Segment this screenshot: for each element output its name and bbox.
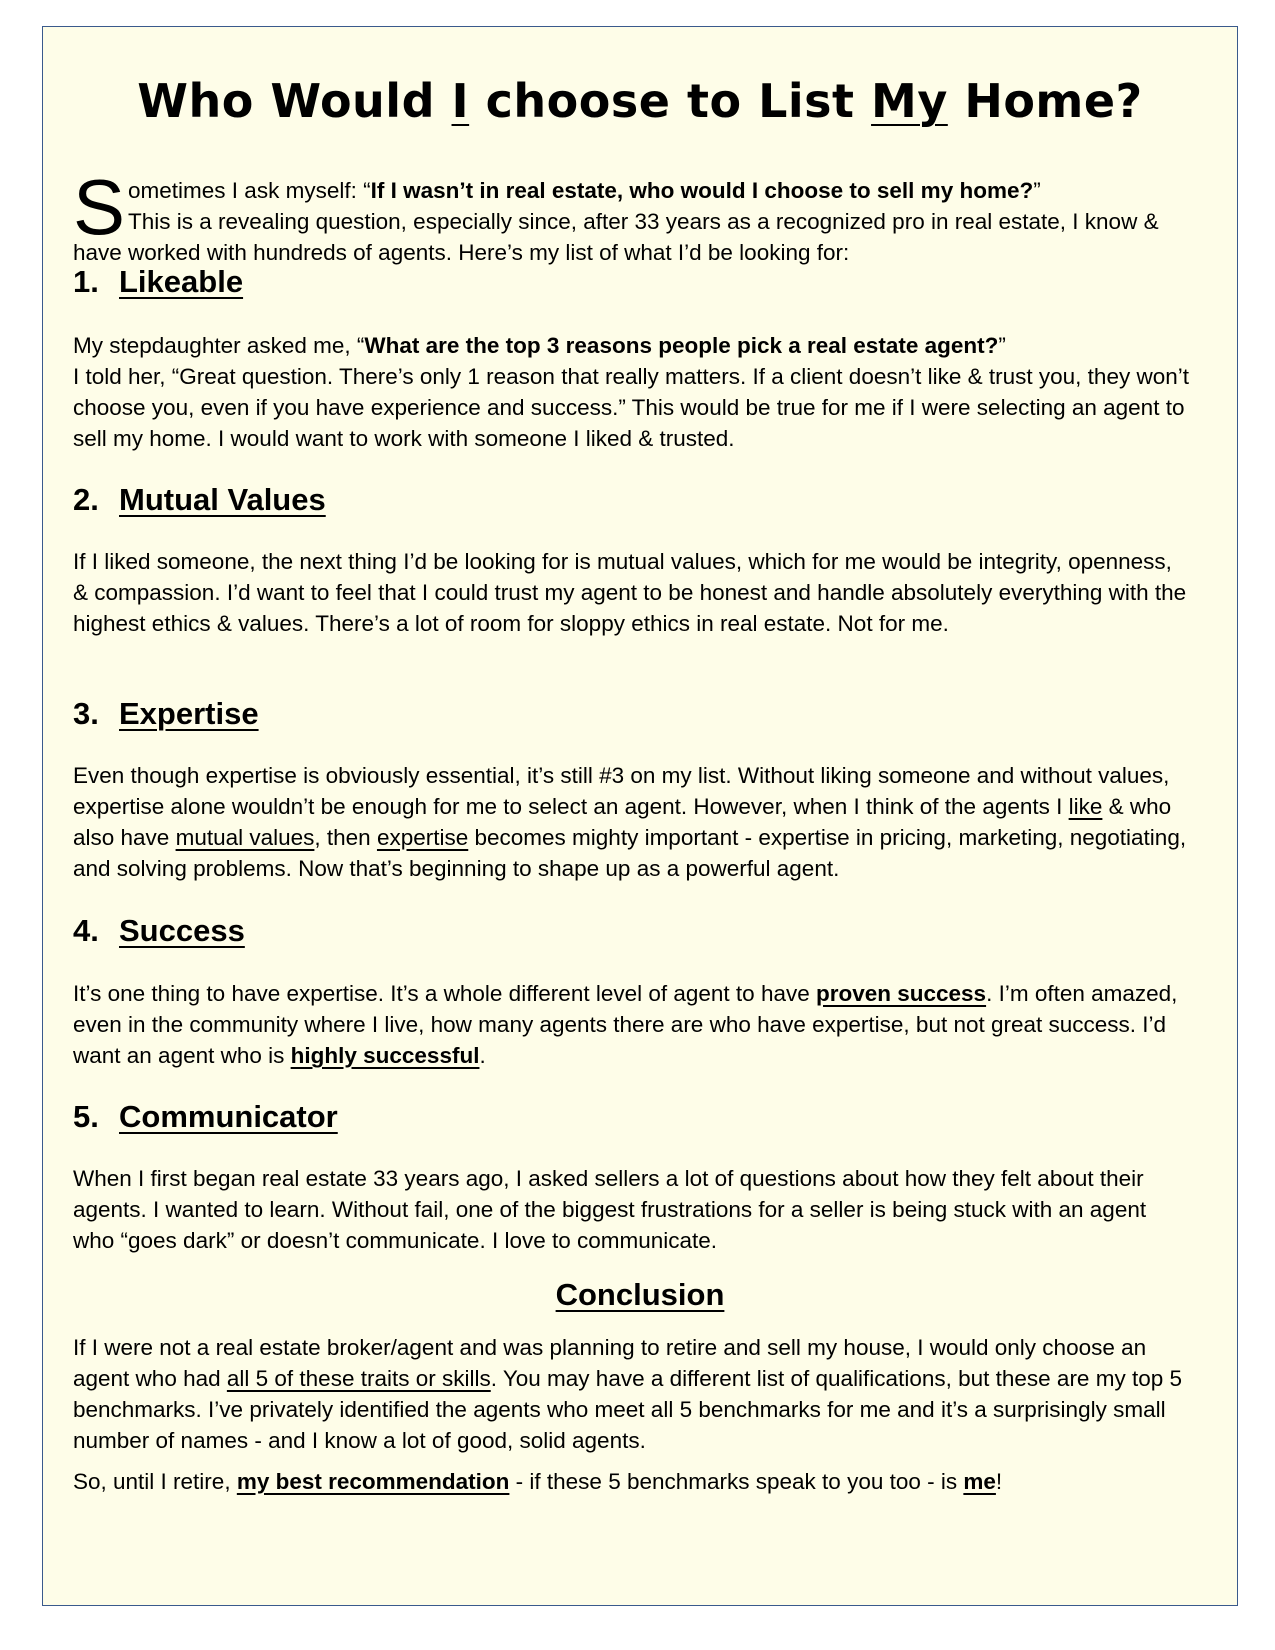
- expertise-underline-expertise: expertise: [376, 825, 469, 850]
- section-number: 1.: [73, 264, 99, 299]
- section-body-communicator: [73, 1163, 1191, 1256]
- conclusion-body: [73, 1332, 1191, 1497]
- section-title: Expertise: [119, 696, 259, 731]
- section-heading-communicator: [73, 1097, 338, 1137]
- likeable-lead: My stepdaughter asked me, “: [73, 333, 365, 358]
- section-title: Likeable: [119, 264, 244, 299]
- section-body-likeable: [73, 330, 1191, 454]
- mutual-values-text: If I liked someone, the next thing I’d be looking for is mutual values, which for me would be integrity, openness, & compassion. I’d want to feel that I could trust my agent to be honest and handle absolutely everything with the highest ethics & values. There’s a lot of room for sloppy ethics in real estate. Not for me.: [73, 549, 1187, 636]
- section-number: 2.: [73, 482, 99, 517]
- communicator-text: When I first began real estate 33 years ago, I asked sellers a lot of questions about how they felt about their agents. I wanted to learn. Without fail, one of the biggest frustrations for a seller is being stuck with an agent who “goes dark” or doesn’t communicate. I love to communicate.: [73, 1166, 1147, 1253]
- success-highly-successful: highly successful: [290, 1043, 480, 1068]
- conclusion-heading: Conclusion: [555, 1277, 725, 1312]
- section-heading-success: [73, 911, 245, 951]
- section-heading-mutual-values: [73, 480, 326, 520]
- conclusion-final-3: !: [995, 1469, 1003, 1494]
- conclusion-underline-traits: all 5 of these traits or skills: [226, 1366, 491, 1391]
- intro-body: This is a revealing question, especially since, after 33 years as a recognized pro in real estate, I know & have worked with hundreds of agents. Here’s my list of what I’d be looking for:: [73, 209, 1159, 265]
- section-body-success: [73, 978, 1191, 1071]
- section-title: Communicator: [119, 1099, 338, 1134]
- success-text-2: . I’m often amazed, even in the community where I live, how many agents there are who have expertise, but not great success. I’d want an agent who is: [73, 981, 1178, 1068]
- likeable-close-quote: ”: [998, 333, 1006, 358]
- page-title: [43, 71, 1237, 131]
- section-number: 5.: [73, 1099, 99, 1134]
- section-body-expertise: [73, 760, 1191, 884]
- title-part-1: Who Would: [137, 74, 452, 128]
- drop-cap: S: [73, 163, 126, 251]
- title-underlined-my: My: [871, 74, 948, 128]
- conclusion-best-recommendation: my best recommendation: [236, 1469, 510, 1494]
- conclusion-text-2: . You may have a different list of qualifications, but these are my top 5 benchmarks. I’ve privately identified the agents who meet all 5 benchmarks for me and it’s a surprisingly small number of names - and I know a lot of good, solid agents.: [73, 1366, 1182, 1453]
- title-underlined-i: I: [451, 74, 470, 128]
- success-proven-success: proven success: [815, 981, 987, 1006]
- expertise-text-2: & who also have: [73, 794, 1172, 850]
- title-part-3: Home?: [947, 74, 1143, 128]
- section-title: Success: [119, 913, 245, 948]
- expertise-underline-mutual-values: mutual values: [175, 825, 315, 850]
- success-text-1: It’s one thing to have expertise. It’s a whole different level of agent to have: [73, 981, 816, 1006]
- expertise-text-4: becomes mighty important - expertise in pricing, marketing, negotiating, and solving problems. Now that’s beginning to shape up as a powerful agent.: [73, 825, 1187, 881]
- section-number: 4.: [73, 913, 99, 948]
- section-number: 3.: [73, 696, 99, 731]
- intro-close-quote: ”: [1033, 178, 1041, 203]
- success-text-3: .: [479, 1043, 486, 1068]
- section-heading-expertise: [73, 694, 259, 734]
- expertise-text-3: , then: [314, 825, 377, 850]
- intro-question: If I wasn’t in real estate, who would I choose to sell my home?: [370, 178, 1034, 203]
- title-part-2: choose to List: [469, 74, 872, 128]
- expertise-underline-like: like: [1068, 794, 1103, 819]
- section-body-mutual-values: [73, 546, 1191, 639]
- section-heading-likeable: [73, 262, 243, 302]
- intro-lead: ometimes I ask myself: “: [128, 178, 371, 203]
- conclusion-text-1: If I were not a real estate broker/agent and was planning to retire and sell my house, I would only choose an agent who had: [73, 1335, 1147, 1391]
- conclusion-me: me: [963, 1469, 996, 1494]
- expertise-text-1: Even though expertise is obviously essential, it’s still #3 on my list. Without liking someone and without values, expertise alone wouldn’t be enough for me to select an agent. However, when I think of the agents I: [73, 763, 1170, 819]
- document-page: [42, 26, 1238, 1606]
- intro-paragraph: [73, 163, 1191, 268]
- conclusion-final-2: - if these 5 benchmarks speak to you too - is: [509, 1469, 964, 1494]
- likeable-answer: I told her, “Great question. There’s only 1 reason that really matters. If a client doesn’t like & trust you, they won’t choose you, even if you have experience and success.” This would be true for me if I were selecting an agent to sell my home. I would want to work with someone I liked & trusted.: [73, 364, 1189, 451]
- section-title: Mutual Values: [119, 482, 326, 517]
- likeable-question: What are the top 3 reasons people pick a real estate agent?: [364, 333, 999, 358]
- conclusion-final-1: So, until I retire,: [73, 1469, 237, 1494]
